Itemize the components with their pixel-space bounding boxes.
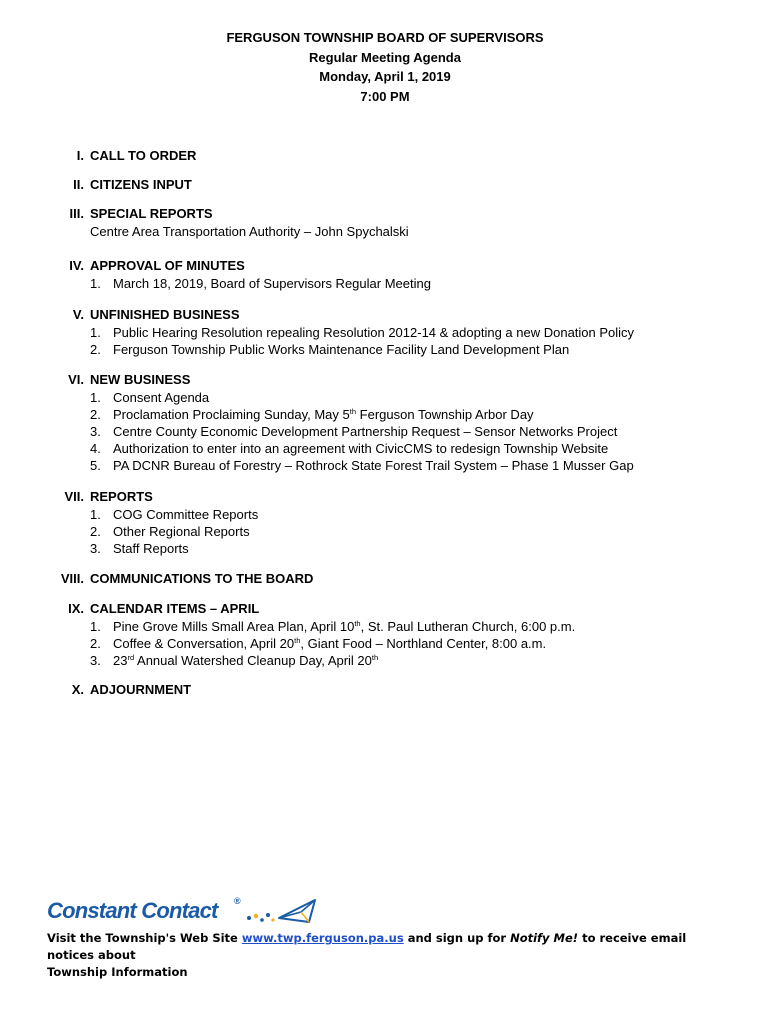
item-text: Other Regional Reports: [113, 524, 250, 539]
list-item: [0, 324, 770, 341]
ordinal-suffix: th: [354, 619, 361, 628]
item-text: Consent Agenda: [113, 390, 210, 405]
section-numeral: VII.: [64, 489, 84, 504]
notify-me-notice: [47, 930, 737, 981]
registered-mark: ®: [234, 896, 241, 906]
section-approval-of-minutes: [0, 257, 770, 292]
section-title: CITIZENS INPUT: [90, 177, 192, 192]
envelope-logo-icon: [245, 898, 319, 928]
list-item: [0, 506, 770, 523]
list-item: [0, 523, 770, 540]
item-text: Ferguson Township Public Works Maintenance Facility Land Development Plan: [113, 342, 570, 357]
section-title: UNFINISHED BUSINESS: [90, 307, 240, 322]
item-text: Public Hearing Resolution repealing Resolution 2012-14 & adopting a new Donation Policy: [113, 325, 635, 340]
ordinal-suffix: th: [371, 653, 379, 662]
section-numeral: I.: [76, 148, 84, 163]
section-numeral: V.: [72, 307, 84, 322]
list-item: [0, 457, 770, 474]
section-title: CALENDAR ITEMS – APRIL: [90, 601, 260, 616]
item-text: [113, 635, 546, 652]
list-item: [0, 540, 770, 557]
item-text-part: Pine Grove Mills Small Area Plan, April 10: [113, 619, 355, 634]
header-subtitle: Regular Meeting Agenda: [309, 49, 461, 65]
item-text-part: 23: [113, 653, 128, 668]
section-numeral: VI.: [68, 372, 84, 387]
section-title: COMMUNICATIONS TO THE BOARD: [90, 571, 314, 586]
list-item: [0, 635, 770, 652]
section-title: REPORTS: [90, 489, 153, 504]
notice-text: to receive email notices about: [47, 931, 687, 962]
item-text-part: Annual Watershed Cleanup Day, April 20: [134, 653, 372, 668]
item-number: 2.: [90, 636, 101, 651]
section-call-to-order: [0, 147, 770, 165]
item-text-part: , Giant Food – Northland Center, 8:00 a.m.: [300, 636, 547, 651]
item-number: 1.: [90, 390, 101, 405]
section-reports: [0, 488, 770, 557]
item-text: [113, 406, 534, 423]
section-numeral: IX.: [68, 601, 84, 616]
section-citizens-input: [0, 176, 770, 194]
notify-me-text: Notify Me!: [510, 931, 579, 945]
notice-text: and sign up for: [403, 931, 511, 945]
ordinal-suffix: th: [349, 407, 357, 416]
header-time: 7:00 PM: [360, 88, 410, 104]
item-number: 1.: [90, 325, 101, 340]
logo-wordmark: Constant Contact: [47, 898, 218, 923]
item-number: 3.: [90, 653, 101, 668]
item-text: Centre County Economic Development Partnership Request – Sensor Networks Project: [113, 424, 618, 439]
section-note: Centre Area Transportation Authority – John Spychalski: [90, 224, 409, 239]
item-number: 2.: [90, 342, 101, 357]
section-title: CALL TO ORDER: [90, 148, 197, 163]
item-text-part: Coffee & Conversation, April 20: [113, 636, 295, 651]
footer: [47, 892, 737, 981]
item-text: Staff Reports: [113, 541, 189, 556]
section-title: NEW BUSINESS: [90, 372, 191, 387]
item-text: COG Committee Reports: [113, 507, 259, 522]
section-numeral: II.: [73, 177, 84, 192]
section-adjournment: [0, 681, 770, 699]
section-numeral: VIII.: [60, 571, 84, 586]
section-title: ADJOURNMENT: [90, 682, 192, 697]
notice-text: Township Information: [47, 965, 188, 979]
item-text-part: Proclamation Proclaiming Sunday, May 5: [113, 407, 350, 422]
ordinal-suffix: th: [294, 636, 301, 645]
item-text: March 18, 2019, Board of Supervisors Regular Meeting: [113, 276, 431, 291]
list-item: [0, 618, 770, 635]
item-text: PA DCNR Bureau of Forestry – Rothrock State Forest Trail System – Phase 1 Musser Gap: [113, 458, 634, 473]
item-text-part: , St. Paul Lutheran Church, 6:00 p.m.: [360, 619, 576, 634]
item-text: [113, 652, 378, 669]
item-number: 3.: [90, 541, 101, 556]
item-number: 1.: [90, 507, 101, 522]
item-text-part: Ferguson Township Arbor Day: [356, 407, 534, 422]
item-number: 4.: [90, 441, 101, 456]
section-numeral: IV.: [69, 258, 84, 273]
section-title: APPROVAL OF MINUTES: [90, 258, 245, 273]
item-number: 5.: [90, 458, 101, 473]
section-communications: [0, 570, 770, 588]
item-number: 1.: [90, 276, 101, 291]
item-number: 3.: [90, 424, 101, 439]
item-text: [113, 618, 575, 635]
section-numeral: III.: [69, 206, 84, 221]
header-date: Monday, April 1, 2019: [319, 69, 451, 84]
list-item: [0, 406, 770, 423]
township-website-link[interactable]: www.twp.ferguson.pa.us: [241, 931, 404, 945]
agenda-header: [0, 28, 770, 106]
item-number: 2.: [90, 524, 101, 539]
list-item: [0, 341, 770, 358]
list-item: [0, 440, 770, 457]
notice-text: Visit the Township's Web Site: [47, 931, 242, 945]
list-item: [0, 389, 770, 406]
item-text: Authorization to enter into an agreement with CivicCMS to redesign Township Website: [113, 441, 609, 456]
item-number: 2.: [90, 407, 101, 422]
section-title: SPECIAL REPORTS: [90, 206, 213, 221]
list-item: [0, 423, 770, 440]
item-number: 1.: [90, 619, 101, 634]
section-calendar-items: [0, 600, 770, 669]
list-item: [0, 652, 770, 669]
section-unfinished-business: [0, 306, 770, 358]
ordinal-suffix: rd: [127, 653, 135, 662]
section-new-business: [0, 371, 770, 474]
constant-contact-logo: [47, 892, 737, 930]
section-numeral: X.: [71, 682, 84, 697]
list-item: [0, 275, 770, 292]
section-special-reports: [0, 205, 770, 240]
header-title: FERGUSON TOWNSHIP BOARD OF SUPERVISORS: [226, 30, 544, 45]
